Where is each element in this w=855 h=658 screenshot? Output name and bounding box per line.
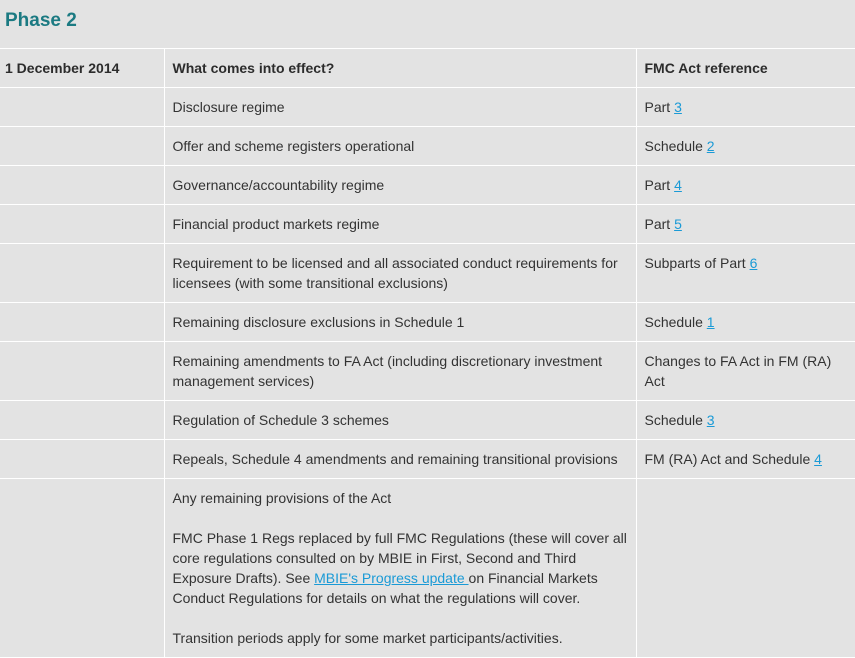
reference-cell <box>636 342 855 401</box>
effect-cell: Financial product markets regime <box>164 205 636 244</box>
reference-text: Schedule <box>644 314 707 330</box>
effect-cell: Disclosure regime <box>164 88 636 127</box>
date-cell <box>0 440 164 479</box>
effect-cell: Regulation of Schedule 3 schemes <box>164 401 636 440</box>
reference-cell <box>636 127 855 166</box>
effect-cell <box>164 479 636 658</box>
effect-cell: Repeals, Schedule 4 amendments and remaining transitional provisions <box>164 440 636 479</box>
table-header-row <box>0 49 855 88</box>
reference-cell <box>636 88 855 127</box>
reference-link[interactable]: 6 <box>749 255 758 271</box>
date-cell <box>0 342 164 401</box>
transition-text: Transition periods apply for some market participants/activities. <box>172 630 563 646</box>
table-row <box>0 303 855 342</box>
reference-text: Part <box>644 216 675 232</box>
mbie-progress-update-link[interactable]: MBIE's Progress update <box>314 570 469 586</box>
reference-text: FM (RA) Act and Schedule <box>644 451 815 467</box>
reference-cell <box>636 303 855 342</box>
table-row-final <box>0 479 855 658</box>
header-effect: What comes into effect? <box>164 49 636 88</box>
date-cell <box>0 166 164 205</box>
reference-cell <box>636 440 855 479</box>
reference-cell <box>636 205 855 244</box>
table-row <box>0 166 855 205</box>
reference-link[interactable]: 3 <box>706 412 715 428</box>
reference-link[interactable]: 1 <box>706 314 715 330</box>
reference-cell <box>636 244 855 303</box>
reference-link[interactable]: 3 <box>674 99 682 115</box>
table-row <box>0 127 855 166</box>
reference-text: Subparts of Part <box>644 255 750 271</box>
reference-text: Schedule <box>644 412 707 428</box>
reference-text: Part <box>644 177 675 193</box>
date-cell <box>0 127 164 166</box>
date-cell <box>0 303 164 342</box>
reference-cell <box>636 479 855 658</box>
reference-link[interactable]: 4 <box>674 177 682 193</box>
header-date: 1 December 2014 <box>0 49 164 88</box>
table-row <box>0 205 855 244</box>
phase-table <box>0 48 855 658</box>
regulations-text-end: on Financial Markets Conduct Regulations for details on what the regulations will cover. <box>172 570 598 606</box>
effect-cell: Remaining amendments to FA Act (including discretionary investment management services) <box>164 342 636 401</box>
table-row <box>0 401 855 440</box>
date-cell <box>0 401 164 440</box>
effect-cell: Remaining disclosure exclusions in Schedule 1 <box>164 303 636 342</box>
reference-link[interactable]: 5 <box>674 216 682 232</box>
regulations-text: FMC Phase 1 Regs replaced by full FMC Regulations (these will cover all core regulations consulted on by MBIE in First, Second and Third Exposure Drafts). See <box>172 530 627 586</box>
table-row <box>0 342 855 401</box>
effect-cell: Offer and scheme registers operational <box>164 127 636 166</box>
table-row <box>0 440 855 479</box>
remaining-provisions-text: Any remaining provisions of the Act <box>172 490 392 506</box>
date-cell <box>0 244 164 303</box>
reference-text: Changes to FA Act in FM (RA) Act <box>644 353 832 389</box>
reference-text: Schedule <box>644 138 707 154</box>
regulations-paragraph <box>173 528 628 608</box>
effect-cell: Requirement to be licensed and all associated conduct requirements for licensees (with some transitional exclusions) <box>164 244 636 303</box>
date-cell <box>0 205 164 244</box>
date-cell <box>0 479 164 658</box>
table-row <box>0 244 855 303</box>
reference-cell <box>636 166 855 205</box>
reference-link[interactable]: 2 <box>706 138 715 154</box>
table-row <box>0 88 855 127</box>
reference-text: Part <box>644 99 675 115</box>
reference-cell <box>636 401 855 440</box>
reference-link[interactable]: 4 <box>814 451 822 467</box>
header-reference: FMC Act reference <box>636 49 855 88</box>
effect-cell: Governance/accountability regime <box>164 166 636 205</box>
page-title: Phase 2 <box>5 10 77 31</box>
date-cell <box>0 88 164 127</box>
